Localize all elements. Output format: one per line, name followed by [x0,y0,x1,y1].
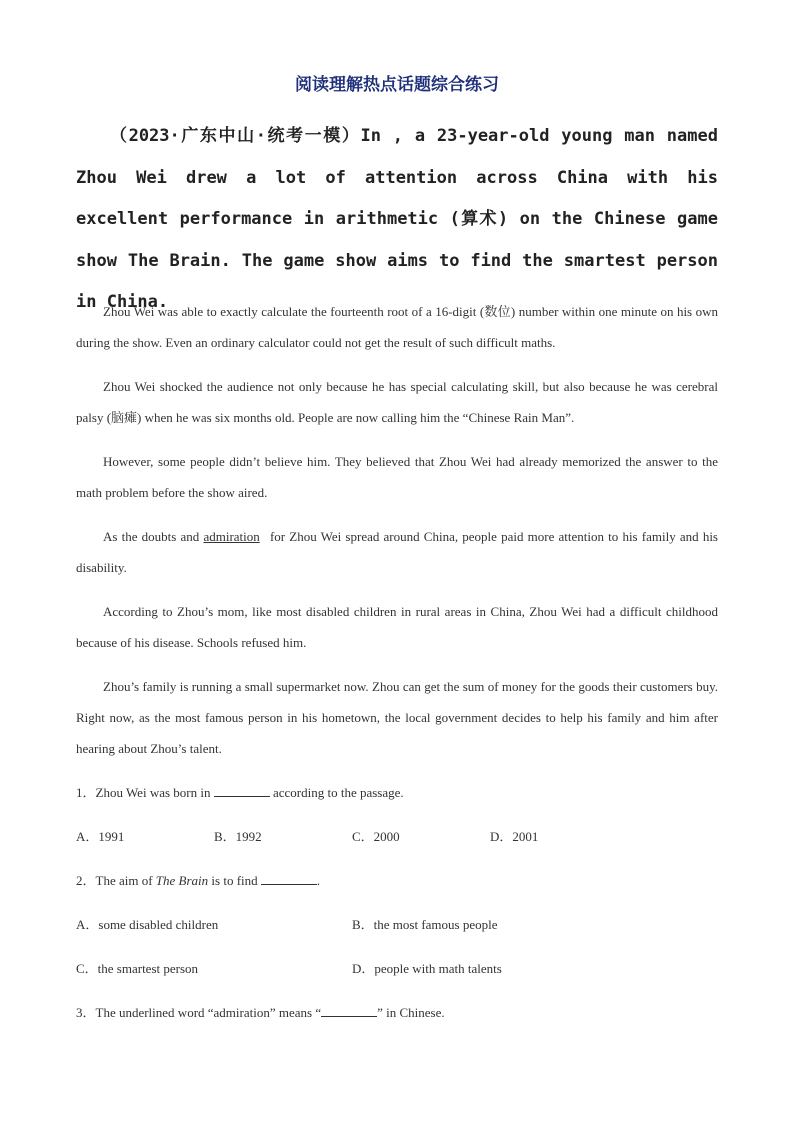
page-title: 阅读理解热点话题综合练习 [295,75,499,95]
underlined-word: admiration [203,529,260,544]
option-a[interactable]: A．1991 [76,829,125,844]
answer-blank [321,1004,377,1017]
intro-text: In , a 23-year-old young man named Zhou Wei drew a lot of attention across China with his excellent performance in arithmetic (算术) on the Chinese game show The Brain. The game show aims to find the smartest person in China. [76,126,718,312]
option-b[interactable]: B．1992 [214,829,262,844]
option-a[interactable]: A．some disabled children [76,917,219,932]
option-d[interactable]: D．people with math talents [352,961,502,976]
question-1-options [76,821,718,852]
option-c[interactable]: C．the smartest person [76,961,199,976]
paragraph-4 [76,521,718,583]
passage-body [76,296,718,1041]
question-2-text-before: 2．The aim of [76,873,156,888]
question-3-text-before: 3．The underlined word “admiration” means “ [76,1005,322,1020]
answer-blank [214,784,270,797]
option-c[interactable]: C．2000 [352,829,400,844]
intro-paragraph [76,116,718,324]
question-1-stem [76,777,718,808]
question-3-text-after: ” in Chinese. [377,1005,445,1020]
paragraph-4-before: As the doubts and [103,529,204,544]
paragraph-2: Zhou Wei shocked the audience not only because he has special calculating skill, but also because he was cerebral palsy (脑瘫) when he was six months old. People are now calling him the “Chinese Rain Man”. [76,379,718,425]
option-b[interactable]: B．the most famous people [352,917,498,932]
question-3-stem [76,997,718,1028]
question-2-options-row-1 [76,909,718,940]
paragraph-4-after: for Zhou Wei spread around China, people paid more attention to his family and his disability. [76,529,718,575]
paragraph-1: Zhou Wei was able to exactly calculate the fourteenth root of a 16-digit (数位) number within one minute on his own during the show. Even an ordinary calculator could not get the result of such difficult maths. [76,304,718,350]
question-2-stem [76,865,718,896]
question-1-text-before: 1．Zhou Wei was born in [76,785,214,800]
answer-blank [261,872,317,885]
option-d[interactable]: D．2001 [490,829,539,844]
intro-source: （2023·广东中山·统考一模） [110,126,361,146]
question-2-text-after: . [316,873,321,888]
question-2-options-row-2 [76,953,718,984]
paragraph-3: However, some people didn’t believe him. They believed that Zhou Wei had already memorized the answer to the math problem before the show aired. [76,454,718,500]
paragraph-6: Zhou’s family is running a small supermarket now. Zhou can get the sum of money for the goods their customers buy. Right now, as the most famous person in his hometown, the local government decides to help his family and him after hearing about Zhou’s talent. [76,679,718,756]
question-2-text-mid: is to find [208,873,261,888]
show-name: The Brain [155,873,209,888]
paragraph-5: According to Zhou’s mom, like most disabled children in rural areas in China, Zhou Wei had a difficult childhood because of his disease. Schools refused him. [76,604,718,650]
question-1-text-after: according to the passage. [269,785,404,800]
